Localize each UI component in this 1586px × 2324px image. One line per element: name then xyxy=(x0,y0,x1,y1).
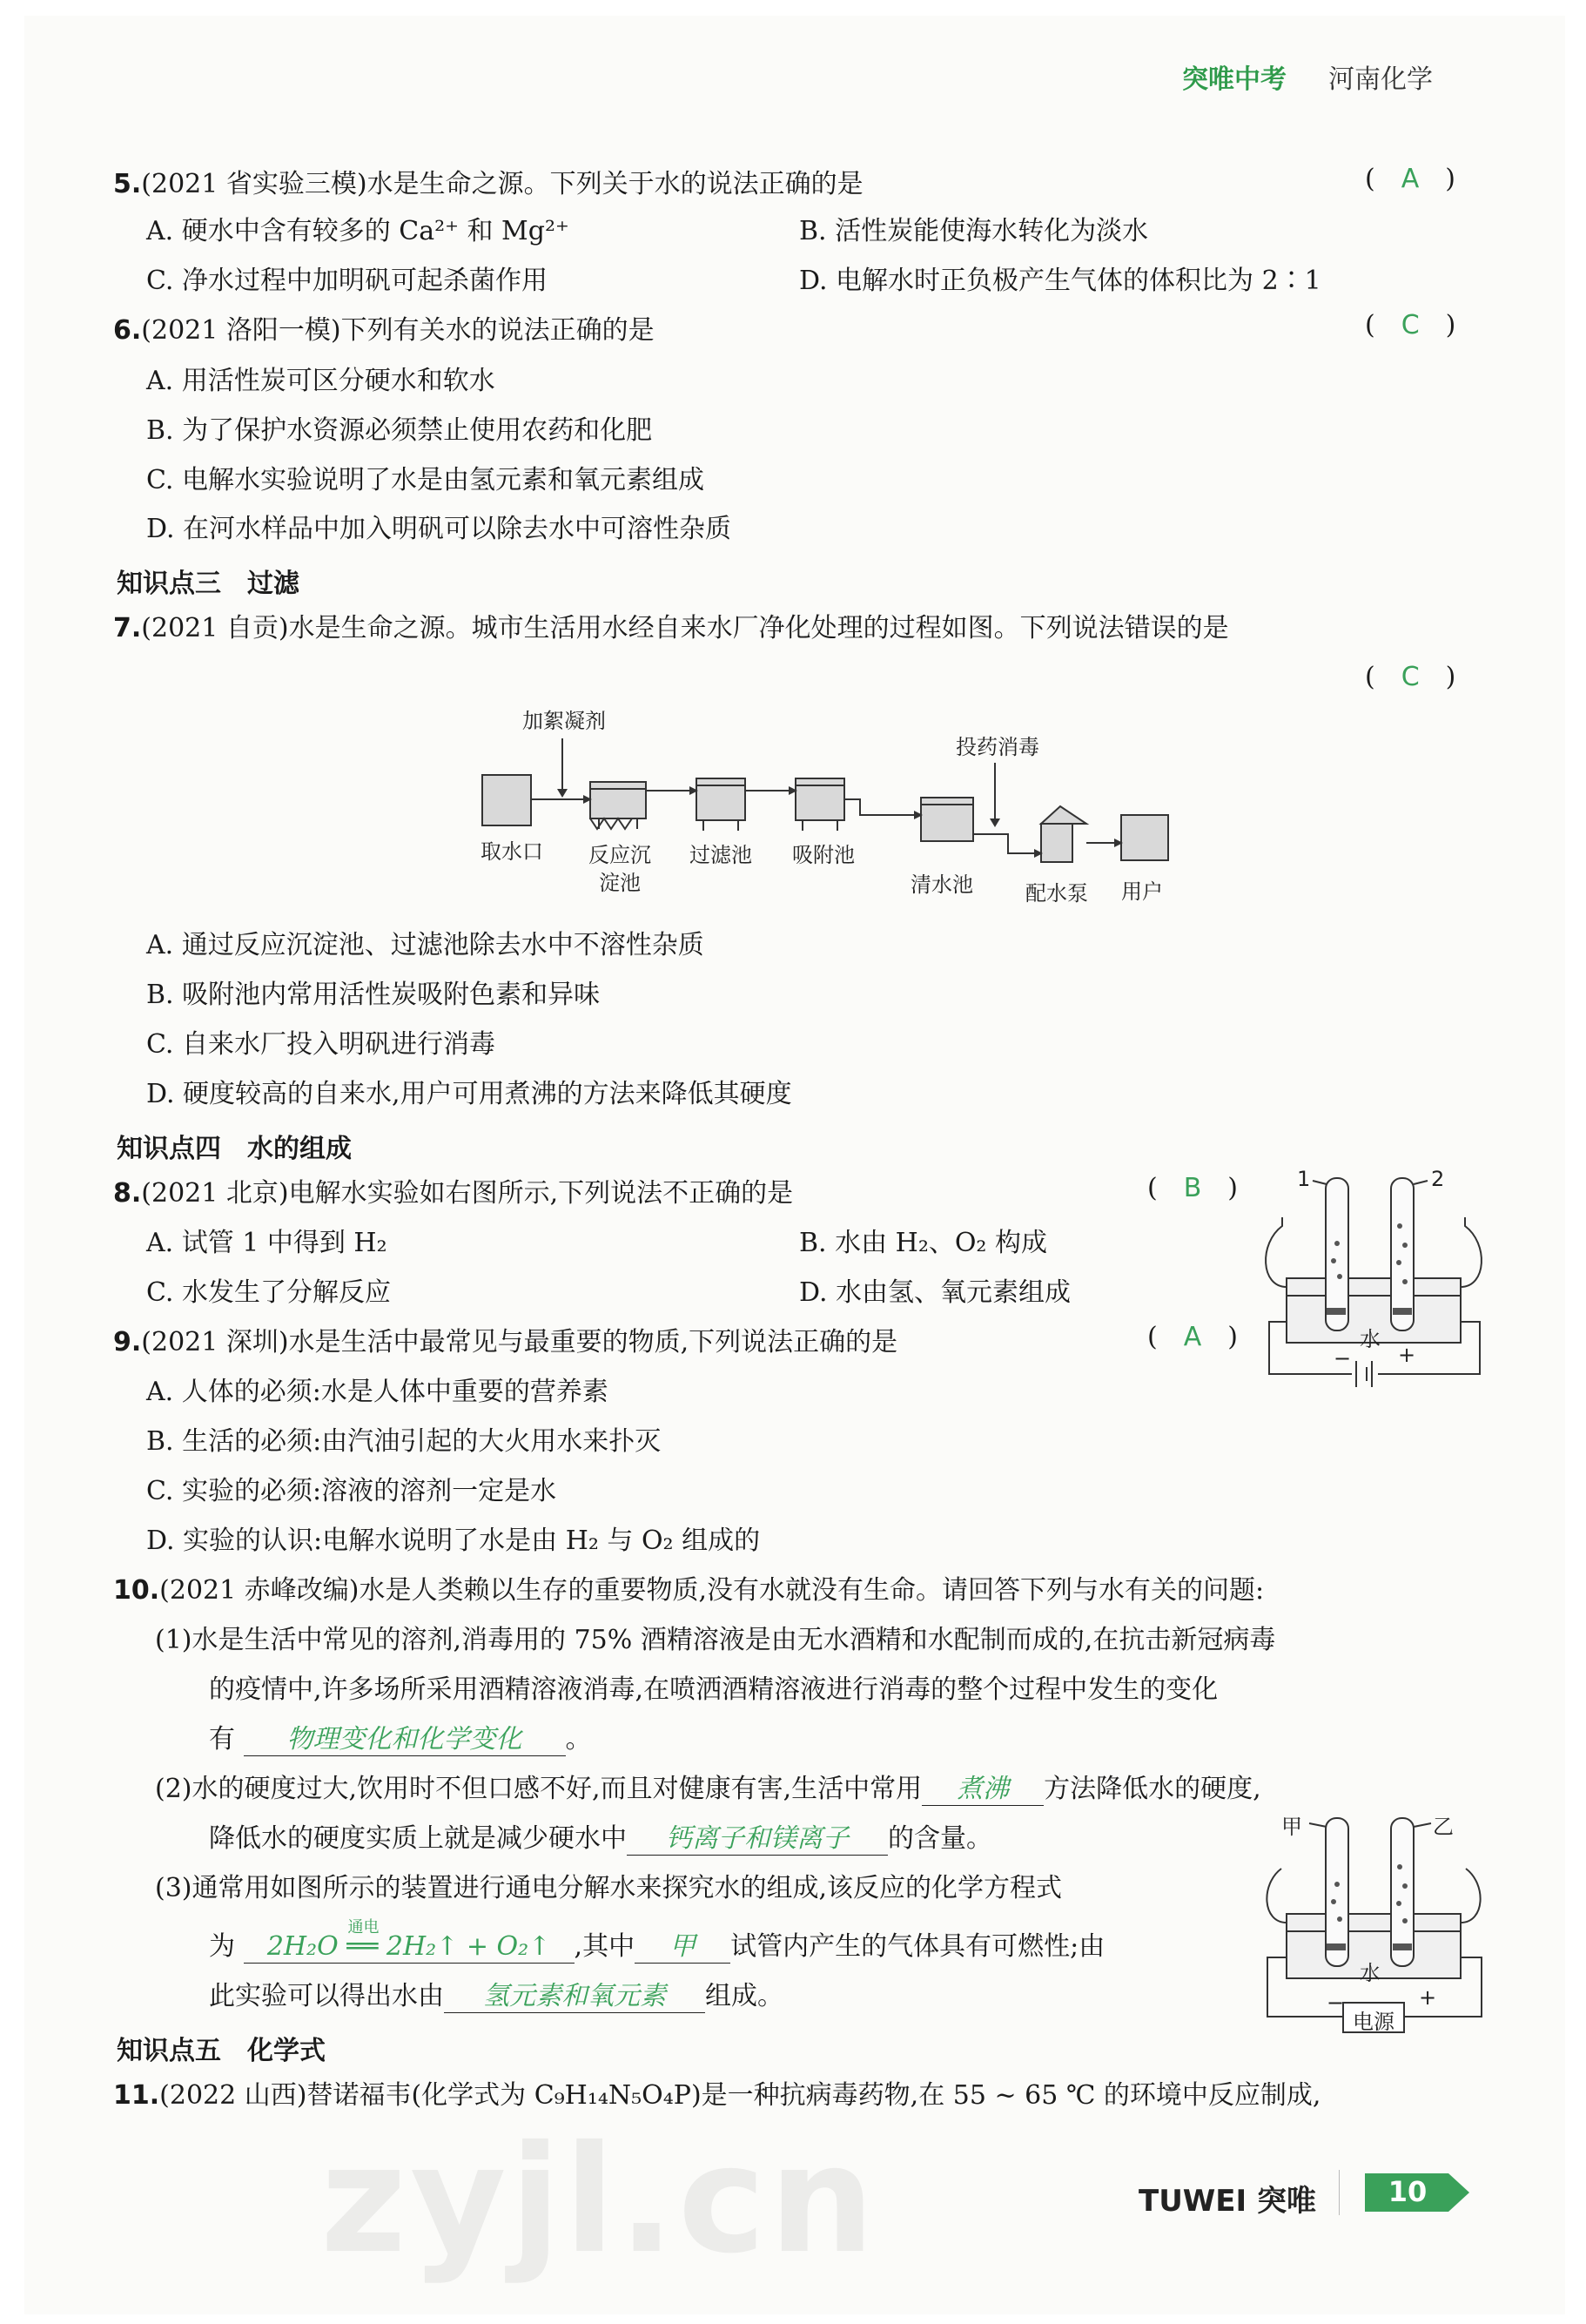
option-d: D. 实验的认识:电解水说明了水是由 H₂ 与 O₂ 组成的 xyxy=(146,1526,761,1556)
q10-part1-line2: 的疫情中,许多场所采用酒精溶液消毒,在喷洒酒精溶液进行消毒的整个过程中发生的变化 xyxy=(209,1674,1219,1705)
q10-part3-line1: (3)通常用如图所示的装置进行通电分解水来探究水的组成,该反应的化学方程式 xyxy=(155,1873,1063,1903)
pump-top xyxy=(1041,806,1086,824)
answer-9: ( A ) xyxy=(1147,1322,1238,1352)
page xyxy=(24,16,1565,2314)
answer-5: ( A ) xyxy=(1365,164,1455,194)
settle-label-2: 淀池 xyxy=(599,871,641,895)
question-11 xyxy=(113,2078,1321,2113)
filter-label: 过滤池 xyxy=(689,843,752,867)
adsorb-label: 吸附池 xyxy=(792,843,855,867)
q10-part3-line3: 此实验可以得出水由 氢元素和氧元素 组成。 xyxy=(209,1981,783,2011)
electrolysis-figure-1 xyxy=(1252,1165,1504,1409)
answer-6: ( C ) xyxy=(1365,310,1456,340)
reaction-condition: 通电 xyxy=(347,1918,380,1937)
question-10 xyxy=(113,1573,1264,1608)
q10-part2-line1: (2)水的硬度过大,饮用时不但口感不好,而且对健康有害,生活中常用 煮沸 方法降低水的硬度, xyxy=(155,1774,1261,1804)
question-stem: (2021 自贡)水是生命之源。城市生活用水经自来水厂净化处理的过程如图。下列说法错误的是 xyxy=(141,613,1229,643)
option-c: C. 水发生了分解反应 xyxy=(146,1277,391,1308)
question-number: 6. xyxy=(113,315,142,346)
page-number-badge xyxy=(1365,2173,1469,2212)
watermark: zyjl.cn xyxy=(320,2114,878,2287)
option-d: D. 在河水样品中加入明矾可以除去水中可溶性杂质 xyxy=(146,514,732,544)
chemical-equation: 2H₂O ══ 2H₂↑ + O₂↑ xyxy=(266,1931,551,1962)
header-series: 突唯中考 xyxy=(1182,64,1287,95)
minus-label: − xyxy=(1334,1346,1352,1371)
question-stem: (2021 赤峰改编)水是人类赖以生存的重要物质,没有水就没有生命。请回答下列与水有关的问题: xyxy=(159,1575,1265,1606)
section-title: 知识点三 过滤 xyxy=(117,569,299,599)
question-number: 5. xyxy=(113,169,142,199)
question-6 xyxy=(113,313,655,348)
option-c: C. 自来水厂投入明矾进行消毒 xyxy=(146,1029,495,1060)
option-d: D. 电解水时正负极产生气体的体积比为 2∶1 xyxy=(799,266,1321,296)
answer-blank: 煮沸 xyxy=(922,1774,1044,1806)
electrolysis-figure-2 xyxy=(1252,1801,1504,2036)
question-stem: (2022 山西)替诺福韦(化学式为 C₉H₁₄N₅O₄P)是一种抗病毒药物,在 55 ~ 65 ℃ 的环境中反应制成, xyxy=(159,2080,1321,2111)
question-stem: (2021 深圳)水是生活中最常见与最重要的物质,下列说法正确的是 xyxy=(141,1327,898,1357)
tube-jia-label: 甲 xyxy=(1281,1815,1302,1839)
answer-blank: 氢元素和氧元素 xyxy=(444,1981,705,2013)
option-d: D. 硬度较高的自来水,用户可用煮沸的方法来降低其硬度 xyxy=(146,1079,792,1109)
q10-part1-line1: (1)水是生活中常见的溶剂,消毒用的 75% 酒精溶液是由无水酒精和水配制而成的,在抗击新冠病毒 xyxy=(155,1625,1276,1655)
answer-blank: 物理变化和化学变化 xyxy=(244,1724,566,1756)
question-9 xyxy=(113,1325,897,1360)
question-number: 10. xyxy=(113,1575,160,1606)
question-number: 11. xyxy=(113,2080,160,2111)
section-title: 知识点五 化学式 xyxy=(117,2036,326,2066)
question-number: 9. xyxy=(113,1327,142,1357)
option-a: A. 试管 1 中得到 H₂ xyxy=(146,1228,387,1258)
user-label: 用户 xyxy=(1121,879,1163,904)
question-stem: (2021 北京)电解水实验如右图所示,下列说法不正确的是 xyxy=(141,1178,794,1209)
option-c: C. 实验的必须:溶液的溶剂一定是水 xyxy=(146,1476,557,1506)
option-d: D. 水由氢、氧元素组成 xyxy=(799,1277,1072,1308)
tube-yi-label: 乙 xyxy=(1433,1815,1454,1839)
intake-box xyxy=(482,775,531,825)
answer-blank: 钙离子和镁离子 xyxy=(627,1823,888,1856)
option-a: A. 人体的必须:水是人体中重要的营养素 xyxy=(146,1377,608,1407)
water-label: 水 xyxy=(1360,1327,1381,1351)
answer-blank: 甲 xyxy=(635,1931,730,1964)
user-box xyxy=(1121,815,1168,860)
option-b: B. 吸附池内常用活性炭吸附色素和异味 xyxy=(146,980,601,1010)
option-c: C. 净水过程中加明矾可起杀菌作用 xyxy=(146,266,548,296)
option-b: B. 生活的必须:由汽油引起的大火用水来扑灭 xyxy=(146,1426,662,1457)
tube-2-label: 2 xyxy=(1431,1167,1445,1191)
option-a: A. 通过反应沉淀池、过滤池除去水中不溶性杂质 xyxy=(146,930,704,960)
option-c: C. 电解水实验说明了水是由氢元素和氧元素组成 xyxy=(146,465,704,495)
equation-blank xyxy=(244,1918,575,1964)
minus-label: − xyxy=(1327,1991,1345,2015)
q10-part1-line3: 有 物理变化和化学变化 。 xyxy=(209,1724,592,1755)
option-a: A. 用活性炭可区分硬水和软水 xyxy=(146,366,495,396)
clear-label: 清水池 xyxy=(911,872,973,897)
question-5 xyxy=(113,167,864,202)
option-b: B. 活性炭能使海水转化为淡水 xyxy=(799,216,1149,246)
q10-part3-line2: 为 通电 2H₂O ══ 2H₂↑ + O₂↑ ,其中 甲 试管内产生的气体具有可燃性;由 xyxy=(209,1930,1105,1964)
answer-8: ( B ) xyxy=(1147,1173,1239,1203)
option-b: B. 为了保护水资源必须禁止使用农药和化肥 xyxy=(146,415,653,446)
question-8 xyxy=(113,1176,793,1211)
question-stem: (2021 省实验三模)水是生命之源。下列关于水的说法正确的是 xyxy=(141,169,864,199)
brand-logo: TUWEI 突唯 xyxy=(1139,2184,1317,2219)
plus-label: + xyxy=(1419,1985,1437,2010)
settle-label-1: 反应沉 xyxy=(588,843,651,867)
question-7 xyxy=(113,611,1229,646)
power-label: 电源 xyxy=(1353,2010,1394,2034)
coagulant-label: 加絮凝剂 xyxy=(522,709,606,733)
disinfect-label: 投药消毒 xyxy=(956,735,1039,759)
page-number: 10 xyxy=(1388,2175,1428,2208)
settling-tank xyxy=(590,782,646,818)
q10-part2-line2: 降低水的硬度实质上就是减少硬水中 钙离子和镁离子 的含量。 xyxy=(209,1823,992,1854)
question-number: 7. xyxy=(113,613,142,643)
option-a: A. 硬水中含有较多的 Ca²⁺ 和 Mg²⁺ xyxy=(146,216,569,246)
plus-label: + xyxy=(1398,1343,1416,1367)
water-label: 水 xyxy=(1360,1961,1381,1985)
pump-label: 配水泵 xyxy=(1025,881,1088,906)
footer-divider xyxy=(1339,2170,1340,2215)
question-stem: (2021 洛阳一模)下列有关水的说法正确的是 xyxy=(141,315,655,346)
section-title: 知识点四 水的组成 xyxy=(117,1134,352,1164)
header-subject: 河南化学 xyxy=(1328,64,1433,95)
pump-body xyxy=(1041,824,1072,862)
question-number: 8. xyxy=(113,1178,142,1209)
tube-1-label: 1 xyxy=(1297,1167,1311,1191)
option-b: B. 水由 H₂、O₂ 构成 xyxy=(799,1228,1047,1258)
intake-label: 取水口 xyxy=(481,839,543,864)
answer-7: ( C ) xyxy=(1365,662,1456,692)
water-treatment-diagram xyxy=(451,704,1200,913)
